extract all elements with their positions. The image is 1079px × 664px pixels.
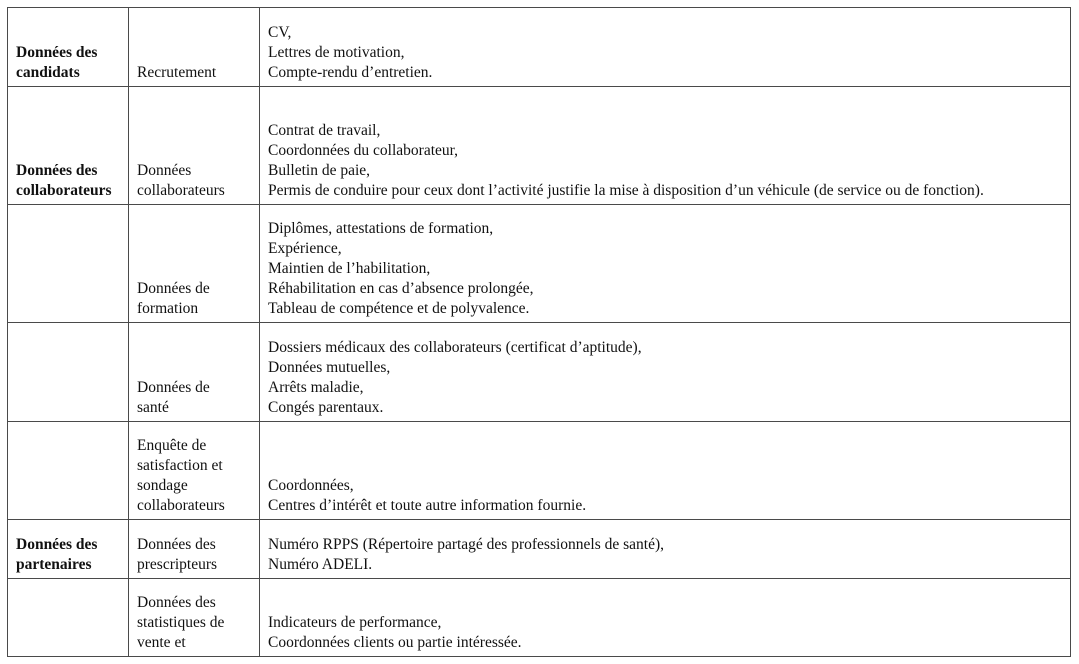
type-line: formation <box>137 300 199 317</box>
type-line: Recrutement <box>137 64 217 81</box>
type-line: vente et <box>137 634 186 651</box>
type-line: Enquête de <box>137 437 207 454</box>
details-cell <box>260 87 1071 205</box>
category-line: Données des <box>16 162 98 179</box>
type-line: statistiques de <box>137 614 225 631</box>
type-line: collaborateurs <box>137 182 225 199</box>
table-row <box>8 323 1071 422</box>
category-cell <box>8 422 129 520</box>
details-line: Numéro RPPS (Répertoire partagé des professionnels de santé), <box>268 536 665 553</box>
category-cell <box>8 87 129 205</box>
type-cell <box>129 579 260 657</box>
category-cell <box>8 323 129 422</box>
details-line: Permis de conduire pour ceux dont l’activité justifie la mise à disposition d’un véhicule (de service ou de fonction). <box>268 182 984 199</box>
details-line: Centres d’intérêt et toute autre information fournie. <box>268 497 587 514</box>
details-line: CV, <box>268 24 292 41</box>
details-line: Congés parentaux. <box>268 399 384 416</box>
type-line: sondage <box>137 477 188 494</box>
type-line: santé <box>137 399 169 416</box>
table-row <box>8 579 1071 657</box>
category-cell <box>8 205 129 323</box>
details-cell <box>260 205 1071 323</box>
type-line: prescripteurs <box>137 556 218 573</box>
details-line: Arrêts maladie, <box>268 379 364 396</box>
category-line: candidats <box>16 64 80 81</box>
details-line: Coordonnées du collaborateur, <box>268 142 459 159</box>
table-row <box>8 8 1071 87</box>
details-line: Coordonnées clients ou partie intéressée. <box>268 634 522 651</box>
table-row <box>8 520 1071 579</box>
data-categories-table <box>7 7 1071 657</box>
type-line: Données des <box>137 536 216 553</box>
type-cell <box>129 8 260 87</box>
category-cell <box>8 520 129 579</box>
details-line: Lettres de motivation, <box>268 44 405 61</box>
table-row <box>8 205 1071 323</box>
type-cell <box>129 520 260 579</box>
category-line: collaborateurs <box>16 182 112 199</box>
details-line: Réhabilitation en cas d’absence prolongée, <box>268 280 534 297</box>
details-line: Indicateurs de performance, <box>268 614 442 631</box>
details-line: Expérience, <box>268 240 342 257</box>
type-line: Données <box>137 162 192 179</box>
details-cell <box>260 520 1071 579</box>
type-line: Données de <box>137 379 210 396</box>
details-line: Numéro ADELI. <box>268 556 373 573</box>
type-line: collaborateurs <box>137 497 225 514</box>
category-line: Données des <box>16 536 98 553</box>
type-cell <box>129 422 260 520</box>
details-cell <box>260 579 1071 657</box>
type-line: satisfaction et <box>137 457 223 474</box>
details-line: Maintien de l’habilitation, <box>268 260 431 277</box>
category-line: partenaires <box>16 556 92 573</box>
details-line: Bulletin de paie, <box>268 162 371 179</box>
details-line: Contrat de travail, <box>268 122 381 139</box>
category-cell <box>8 579 129 657</box>
details-line: Diplômes, attestations de formation, <box>268 220 494 237</box>
details-line: Compte-rendu d’entretien. <box>268 64 433 81</box>
details-line: Tableau de compétence et de polyvalence. <box>268 300 530 317</box>
type-cell <box>129 87 260 205</box>
details-cell <box>260 8 1071 87</box>
type-cell <box>129 205 260 323</box>
category-cell <box>8 8 129 87</box>
details-line: Données mutuelles, <box>268 359 391 376</box>
details-cell <box>260 422 1071 520</box>
table-row <box>8 422 1071 520</box>
details-cell <box>260 323 1071 422</box>
type-cell <box>129 323 260 422</box>
table-row <box>8 87 1071 205</box>
details-line: Coordonnées, <box>268 477 354 494</box>
type-line: Données des <box>137 594 216 611</box>
type-line: Données de <box>137 280 210 297</box>
category-line: Données des <box>16 44 98 61</box>
details-line: Dossiers médicaux des collaborateurs (certificat d’aptitude), <box>268 339 642 356</box>
